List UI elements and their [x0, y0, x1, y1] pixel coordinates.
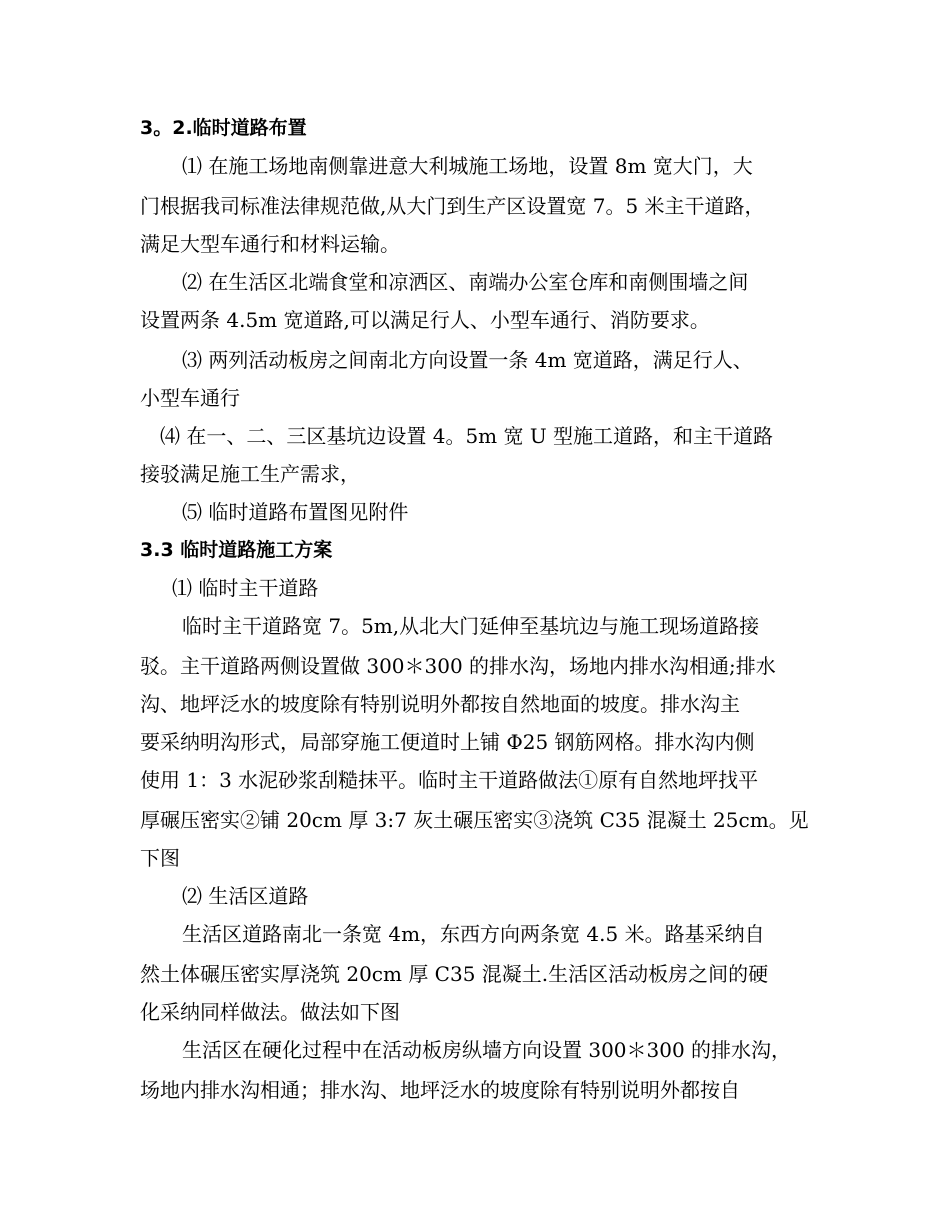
subheading-1: ⑴ 临时主干道路	[172, 576, 319, 600]
paragraph-6-line-2: 驳。主干道路两侧设置做 300＊300 的排水沟，场地内排水沟相通;排水	[140, 654, 776, 678]
subheading-2: ⑵ 生活区道路	[182, 884, 309, 908]
heading-3-3: 3.3 临时道路施工方案	[140, 539, 333, 561]
paragraph-4-line-1: ⑷ 在一、二、三区基坑边设置 4。5m 宽 U 型施工道路，和主干道路	[160, 424, 774, 448]
paragraph-8-line-2: 场地内排水沟相通；排水沟、地坪泛水的坡度除有特别说明外都按自	[140, 1078, 740, 1102]
paragraph-6-line-3: 沟、地坪泛水的坡度除有特别说明外都按自然地面的坡度。排水沟主	[140, 692, 740, 716]
paragraph-2-line-1: ⑵ 在生活区北端食堂和凉洒区、南端办公室仓库和南侧围墙之间	[182, 270, 749, 294]
paragraph-8-line-1: 生活区在硬化过程中在活动板房纵墙方向设置 300＊300 的排水沟，	[182, 1038, 792, 1062]
paragraph-4-line-2: 接驳满足施工生产需求，	[140, 462, 360, 486]
paragraph-1-line-2: 门根据我司标准法律规范做,从大门到生产区设置宽 7。5 米主干道路，	[140, 194, 765, 218]
paragraph-1-line-1: ⑴ 在施工场地南侧靠进意大利城施工场地，设置 8m 宽大门，大	[182, 154, 753, 178]
paragraph-1-line-3: 满足大型车通行和材料运输。	[140, 232, 400, 256]
paragraph-3-line-2: 小型车通行	[140, 386, 240, 410]
paragraph-6-line-1: 临时主干道路宽 7。5m,从北大门延伸至基坑边与施工现场道路接	[182, 614, 760, 638]
paragraph-6-line-5: 使用 1：3 水泥砂浆刮糙抹平。临时主干道路做法①原有自然地坪找平	[140, 768, 759, 792]
heading-3-2: 3。2.临时道路布置	[140, 117, 307, 139]
paragraph-3-line-1: ⑶ 两列活动板房之间南北方向设置一条 4m 宽道路，满足行人、	[182, 348, 753, 372]
paragraph-6-line-6: 厚碾压密实②铺 20cm 厚 3:7 灰土碾压密实③浇筑 C35 混凝土 25cm。见	[140, 808, 809, 832]
paragraph-6-line-4: 要采纳明沟形式，局部穿施工便道时上铺 Φ25 钢筋网格。排水沟内侧	[140, 730, 755, 754]
paragraph-6-line-7: 下图	[140, 846, 180, 870]
paragraph-7-line-1: 生活区道路南北一条宽 4m，东西方向两条宽 4.5 米。路基采纳自	[182, 922, 765, 946]
paragraph-2-line-2: 设置两条 4.5m 宽道路,可以满足行人、小型车通行、消防要求。	[140, 308, 710, 332]
paragraph-5-line-1: ⑸ 临时道路布置图见附件	[182, 500, 409, 524]
paragraph-7-line-2: 然土体碾压密实厚浇筑 20cm 厚 C35 混凝土.生活区活动板房之间的硬	[140, 962, 769, 986]
paragraph-7-line-3: 化采纳同样做法。做法如下图	[140, 1000, 400, 1024]
